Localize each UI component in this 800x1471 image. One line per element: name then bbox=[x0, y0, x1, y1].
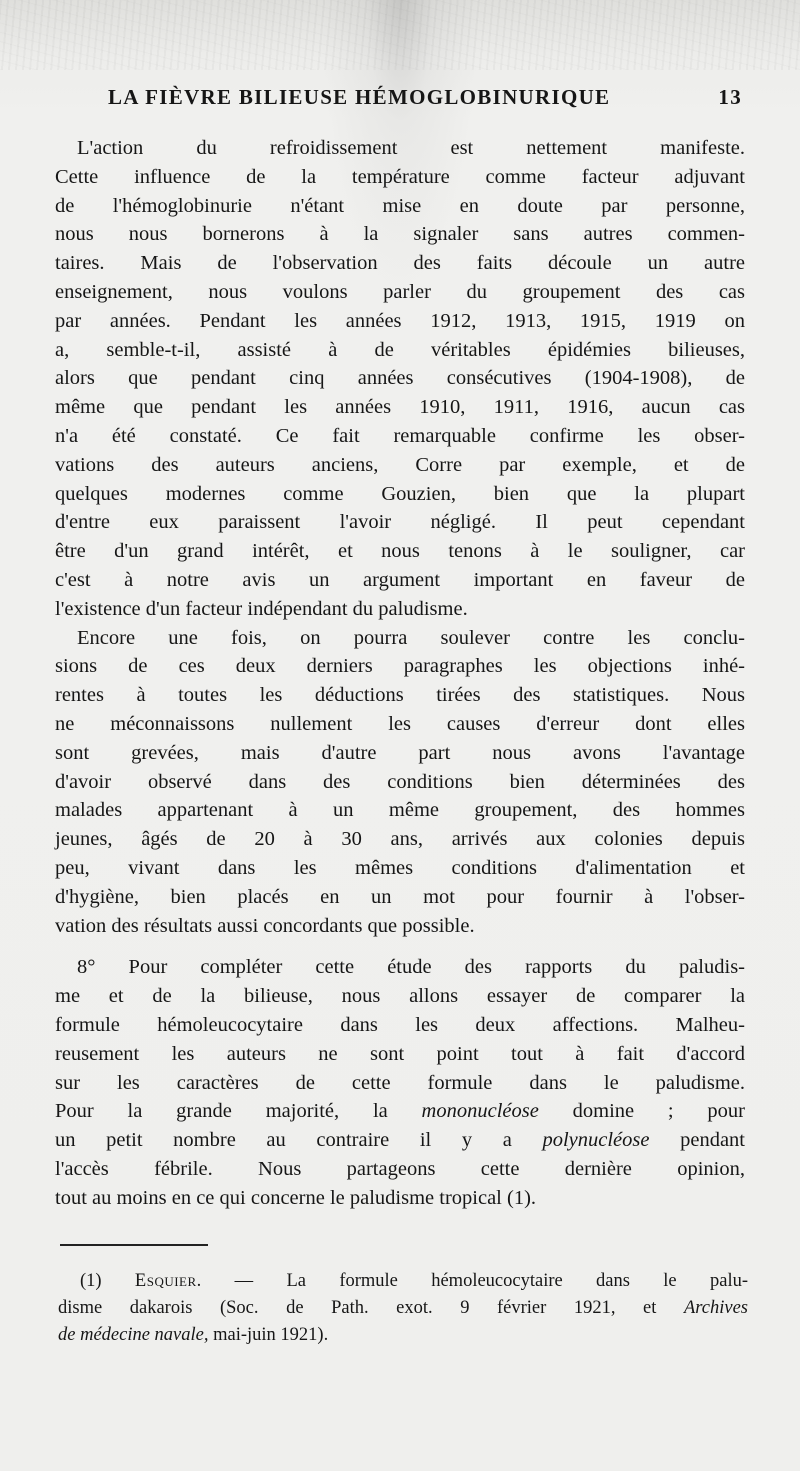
paragraph-3 bbox=[55, 953, 745, 1212]
running-title: LA FIÈVRE BILIEUSE HÉMOGLOBINURIQUE bbox=[108, 84, 611, 109]
text-line: Encore une fois, on pourra soulever contre les conclu- bbox=[77, 626, 745, 649]
footnote-marker: (1) bbox=[80, 1271, 135, 1291]
text-run: mai-juin 1921). bbox=[208, 1325, 329, 1345]
body-text bbox=[55, 134, 745, 1212]
footnote-line bbox=[58, 1295, 748, 1322]
text-run: un petit nombre au contraire il y a bbox=[55, 1129, 543, 1152]
text-line: enseignement, nous voulons parler du groupement des cas bbox=[55, 280, 745, 303]
text-line: sur les caractères de cette formule dans le paludisme. bbox=[55, 1071, 745, 1094]
journal-title: de médecine navale, bbox=[58, 1325, 209, 1345]
text-line: sont grevées, mais d'autre part nous avons l'avantage bbox=[55, 741, 745, 764]
text-line bbox=[55, 1126, 745, 1155]
text-line: vations des auteurs anciens, Corre par exemple, et de bbox=[55, 453, 745, 476]
page-number: 13 bbox=[718, 84, 742, 109]
paragraph-1 bbox=[55, 134, 745, 624]
text-line: vation des résultats aussi concordants que possible. bbox=[55, 914, 475, 937]
footnote-line bbox=[58, 1268, 748, 1295]
text-run: Pour la grande majorité, la bbox=[55, 1100, 422, 1123]
text-line: l'accès fébrile. Nous partageons cette dernière opinion, bbox=[55, 1157, 745, 1180]
text-line: être d'un grand intérêt, et nous tenons à le souligner, car bbox=[55, 540, 745, 563]
footnote-line bbox=[58, 1322, 748, 1349]
text-line: reusement les auteurs ne sont point tout à fait d'accord bbox=[55, 1042, 745, 1065]
text-line: par années. Pendant les années 1912, 1913, 1915, 1919 on bbox=[55, 309, 745, 332]
text-line: ne méconnaissons nullement les causes d'erreur dont elles bbox=[55, 712, 745, 735]
text-line: nous nous bornerons à la signaler sans autres commen- bbox=[55, 223, 745, 246]
text-line: Cette influence de la température comme facteur adjuvant bbox=[55, 165, 745, 188]
text-line: d'entre eux paraissent l'avoir négligé. Il peut cependant bbox=[55, 511, 745, 534]
text-line: tout au moins en ce qui concerne le paludisme tropical (1). bbox=[55, 1186, 537, 1209]
text-run: . — La formule hémoleucocytaire dans le palu- bbox=[196, 1271, 748, 1291]
text-line: L'action du refroidissement est nettement manifeste. bbox=[77, 137, 745, 159]
italic-term: polynucléose bbox=[542, 1129, 650, 1152]
text-line: d'avoir observé dans des conditions bien déterminées des bbox=[55, 770, 745, 793]
text-line: même que pendant les années 1910, 1911, 1916, aucun cas bbox=[55, 396, 745, 419]
paragraph-2 bbox=[55, 624, 745, 941]
text-line: rentes à toutes les déductions tirées des statistiques. Nous bbox=[55, 684, 745, 707]
footnote bbox=[58, 1268, 748, 1349]
text-line: de l'hémoglobinurie n'étant mise en doute par personne, bbox=[55, 194, 745, 217]
text-line: sions de ces deux derniers paragraphes les objections inhé- bbox=[55, 655, 745, 678]
text-line: alors que pendant cinq années consécutives (1904-1908), de bbox=[55, 367, 745, 390]
italic-term: mononucléose bbox=[421, 1100, 539, 1123]
scan-texture bbox=[0, 0, 800, 70]
text-line: quelques modernes comme Gouzien, bien que la plupart bbox=[55, 482, 745, 505]
text-line: d'hygiène, bien placés en un mot pour fournir à l'obser- bbox=[55, 885, 745, 908]
text-line: peu, vivant dans les mêmes conditions d'alimentation et bbox=[55, 856, 745, 879]
text-line: me et de la bilieuse, nous allons essayer de comparer la bbox=[55, 985, 745, 1008]
text-line: l'existence d'un facteur indépendant du paludisme. bbox=[55, 597, 468, 620]
text-line bbox=[55, 1097, 745, 1126]
text-run: pendant bbox=[649, 1129, 745, 1152]
text-line: c'est à notre avis un argument important en faveur de bbox=[55, 568, 745, 591]
footnote-divider bbox=[60, 1244, 208, 1246]
text-line: n'a été constaté. Ce fait remarquable confirme les obser- bbox=[55, 424, 745, 447]
text-line: 8° Pour compléter cette étude des rapports du paludis- bbox=[77, 956, 745, 979]
running-head bbox=[58, 82, 742, 112]
text-run: domine ; pour bbox=[538, 1100, 745, 1123]
journal-title: Archives bbox=[683, 1298, 748, 1318]
text-line: malades appartenant à un même groupement, des hommes bbox=[55, 799, 745, 822]
footnote-author: Esquier bbox=[134, 1271, 197, 1291]
text-line: formule hémoleucocytaire dans les deux affections. Malheu- bbox=[55, 1013, 745, 1036]
text-run: disme dakarois (Soc. de Path. exot. 9 février 1921, et bbox=[58, 1298, 684, 1318]
text-line: a, semble-t-il, assisté à de véritables épidémies bilieuses, bbox=[55, 338, 745, 361]
text-line: taires. Mais de l'observation des faits découle un autre bbox=[55, 252, 745, 275]
text-line: jeunes, âgés de 20 à 30 ans, arrivés aux colonies depuis bbox=[55, 828, 745, 851]
